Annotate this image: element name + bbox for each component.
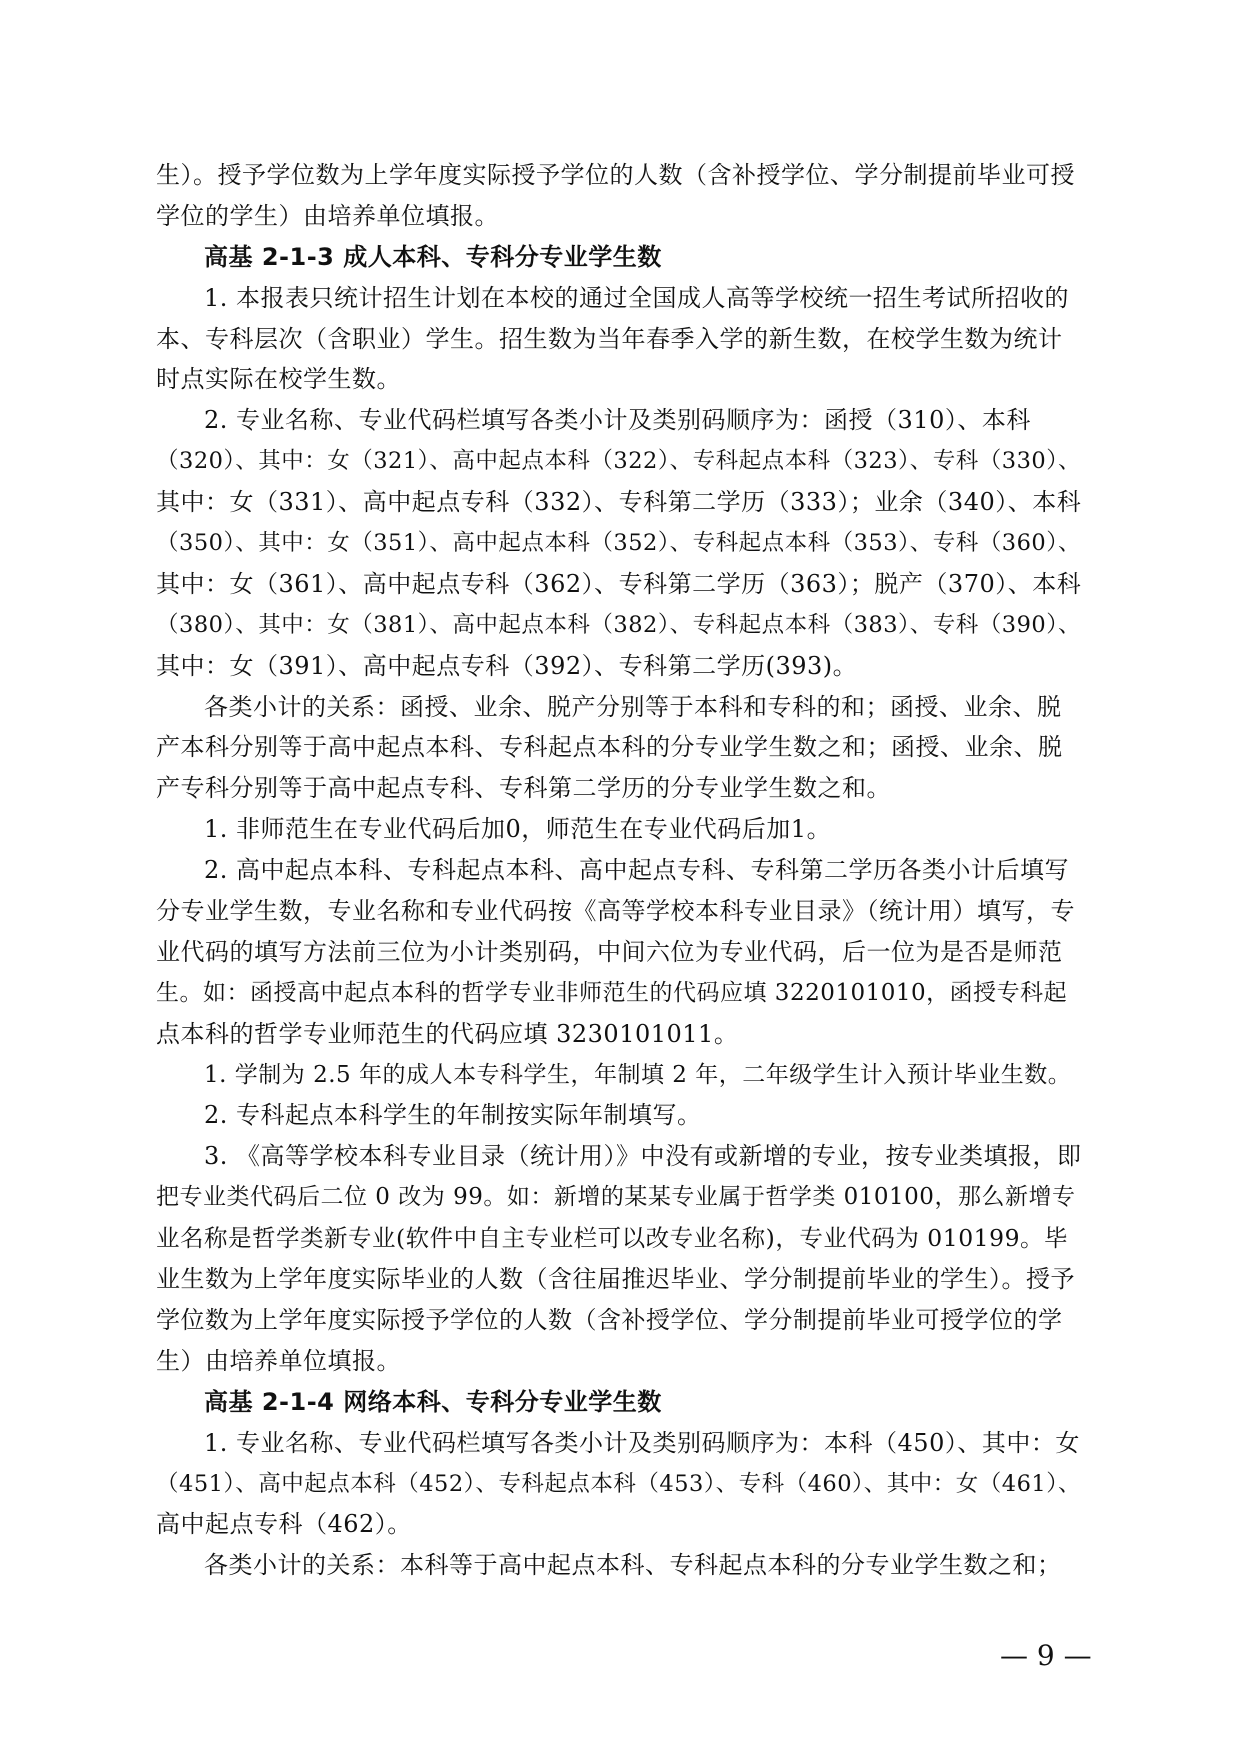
text-line: （350）、其中：女（351）、高中起点本科（352）、专科起点本科（353）、专科（360）、: [156, 530, 1081, 557]
text-line: 其中：女（391）、高中起点专科（392）、专科第二学历(393)。: [156, 651, 858, 680]
document-page: [156, 155, 1084, 1586]
text-line: 生。如：函授高中起点本科的哲学专业非师范生的代码应填 3220101010，函授专科起: [156, 979, 1068, 1006]
text-line: 1. 非师范生在专业代码后加0，师范生在专业代码后加1。: [204, 815, 832, 844]
text-line: 各类小计的关系：本科等于高中起点本科、专科起点本科的分专业学生数之和；: [204, 1551, 1062, 1580]
text-line: （380）、其中：女（381）、高中起点本科（382）、专科起点本科（383）、专科（390）、: [156, 611, 1081, 638]
section-heading: 高基 2-1-3 成人本科、专科分专业学生数: [204, 242, 662, 271]
text-line: 1. 学制为 2.5 年的成人本专科学生，年制填 2 年，二年级学生计入预计毕业生数。: [204, 1061, 1072, 1088]
text-line: 产专科分别等于高中起点专科、专科第二学历的分专业学生数之和。: [156, 774, 891, 803]
text-line: 2. 专科起点本科学生的年制按实际年制填写。: [204, 1101, 702, 1130]
text-line: 时点实际在校学生数。: [156, 365, 401, 394]
text-line: 其中：女（361）、高中起点专科（362）、专科第二学历（363）；脱产（370）、本科: [156, 569, 1082, 598]
text-line: 学位数为上学年度实际授予学位的人数（含补授学位、学分制提前毕业可授学位的学: [156, 1305, 1063, 1334]
text-line: 本、专科层次（含职业）学生。招生数为当年春季入学的新生数，在校学生数为统计: [156, 324, 1063, 353]
text-line: 各类小计的关系：函授、业余、脱产分别等于本科和专科的和；函授、业余、脱: [204, 692, 1062, 721]
text-line: 1. 本报表只统计招生计划在本校的通过全国成人高等学校统一招生考试所招收的: [204, 283, 1070, 312]
text-line: 业生数为上学年度实际毕业的人数（含往届推迟毕业、学分制提前毕业的学生）。授予: [156, 1265, 1075, 1294]
text-line: 产本科分别等于高中起点本科、专科起点本科的分专业学生数之和；函授、业余、脱: [156, 733, 1063, 762]
text-line: 2. 高中起点本科、专科起点本科、高中起点专科、专科第二学历各类小计后填写: [204, 856, 1070, 885]
text-line: 业名称是哲学类新专业(软件中自主专业栏可以改专业名称)，专业代码为 010199。毕: [156, 1224, 1069, 1253]
text-line: 把专业类代码后二位 0 改为 99。如：新增的某某专业属于哲学类 010100，那么新增专: [156, 1184, 1076, 1211]
text-line: 1. 专业名称、专业代码栏填写各类小计及类别码顺序为：本科（450）、其中：女: [204, 1428, 1080, 1457]
text-line: 生）。授予学位数为上学年度实际授予学位的人数（含补授学位、学分制提前毕业可授: [156, 161, 1075, 189]
text-line: 学位的学生）由培养单位填报。: [156, 201, 499, 230]
text-line: 业代码的填写方法前三位为小计类别码，中间六位为专业代码，后一位为是否是师范: [156, 937, 1063, 966]
text-line: 生）由培养单位填报。: [156, 1346, 401, 1375]
text-line: 点本科的哲学专业师范生的代码应填 3230101011。: [156, 1019, 739, 1048]
text-line: 其中：女（331）、高中起点专科（332）、专科第二学历（333）；业余（340）、本科: [156, 488, 1082, 517]
text-line: （320）、其中：女（321）、高中起点本科（322）、专科起点本科（323）、专科（330）、: [156, 448, 1081, 475]
text-line: （451）、高中起点本科（452）、专科起点本科（453）、专科（460）、其中：女（461）、: [156, 1470, 1081, 1497]
text-line: 2. 专业名称、专业代码栏填写各类小计及类别码顺序为：函授（310）、本科: [204, 406, 1031, 435]
text-line: 3. 《高等学校本科专业目录（统计用）》中没有或新增的专业，按专业类填报，即: [204, 1142, 1082, 1171]
page-number: — 9 —: [1000, 1639, 1092, 1672]
section-heading: 高基 2-1-4 网络本科、专科分专业学生数: [204, 1387, 662, 1416]
text-line: 高中起点专科（462）。: [156, 1510, 412, 1539]
text-line: 分专业学生数，专业名称和专业代码按《高等学校本科专业目录》（统计用）填写，专: [156, 897, 1075, 926]
